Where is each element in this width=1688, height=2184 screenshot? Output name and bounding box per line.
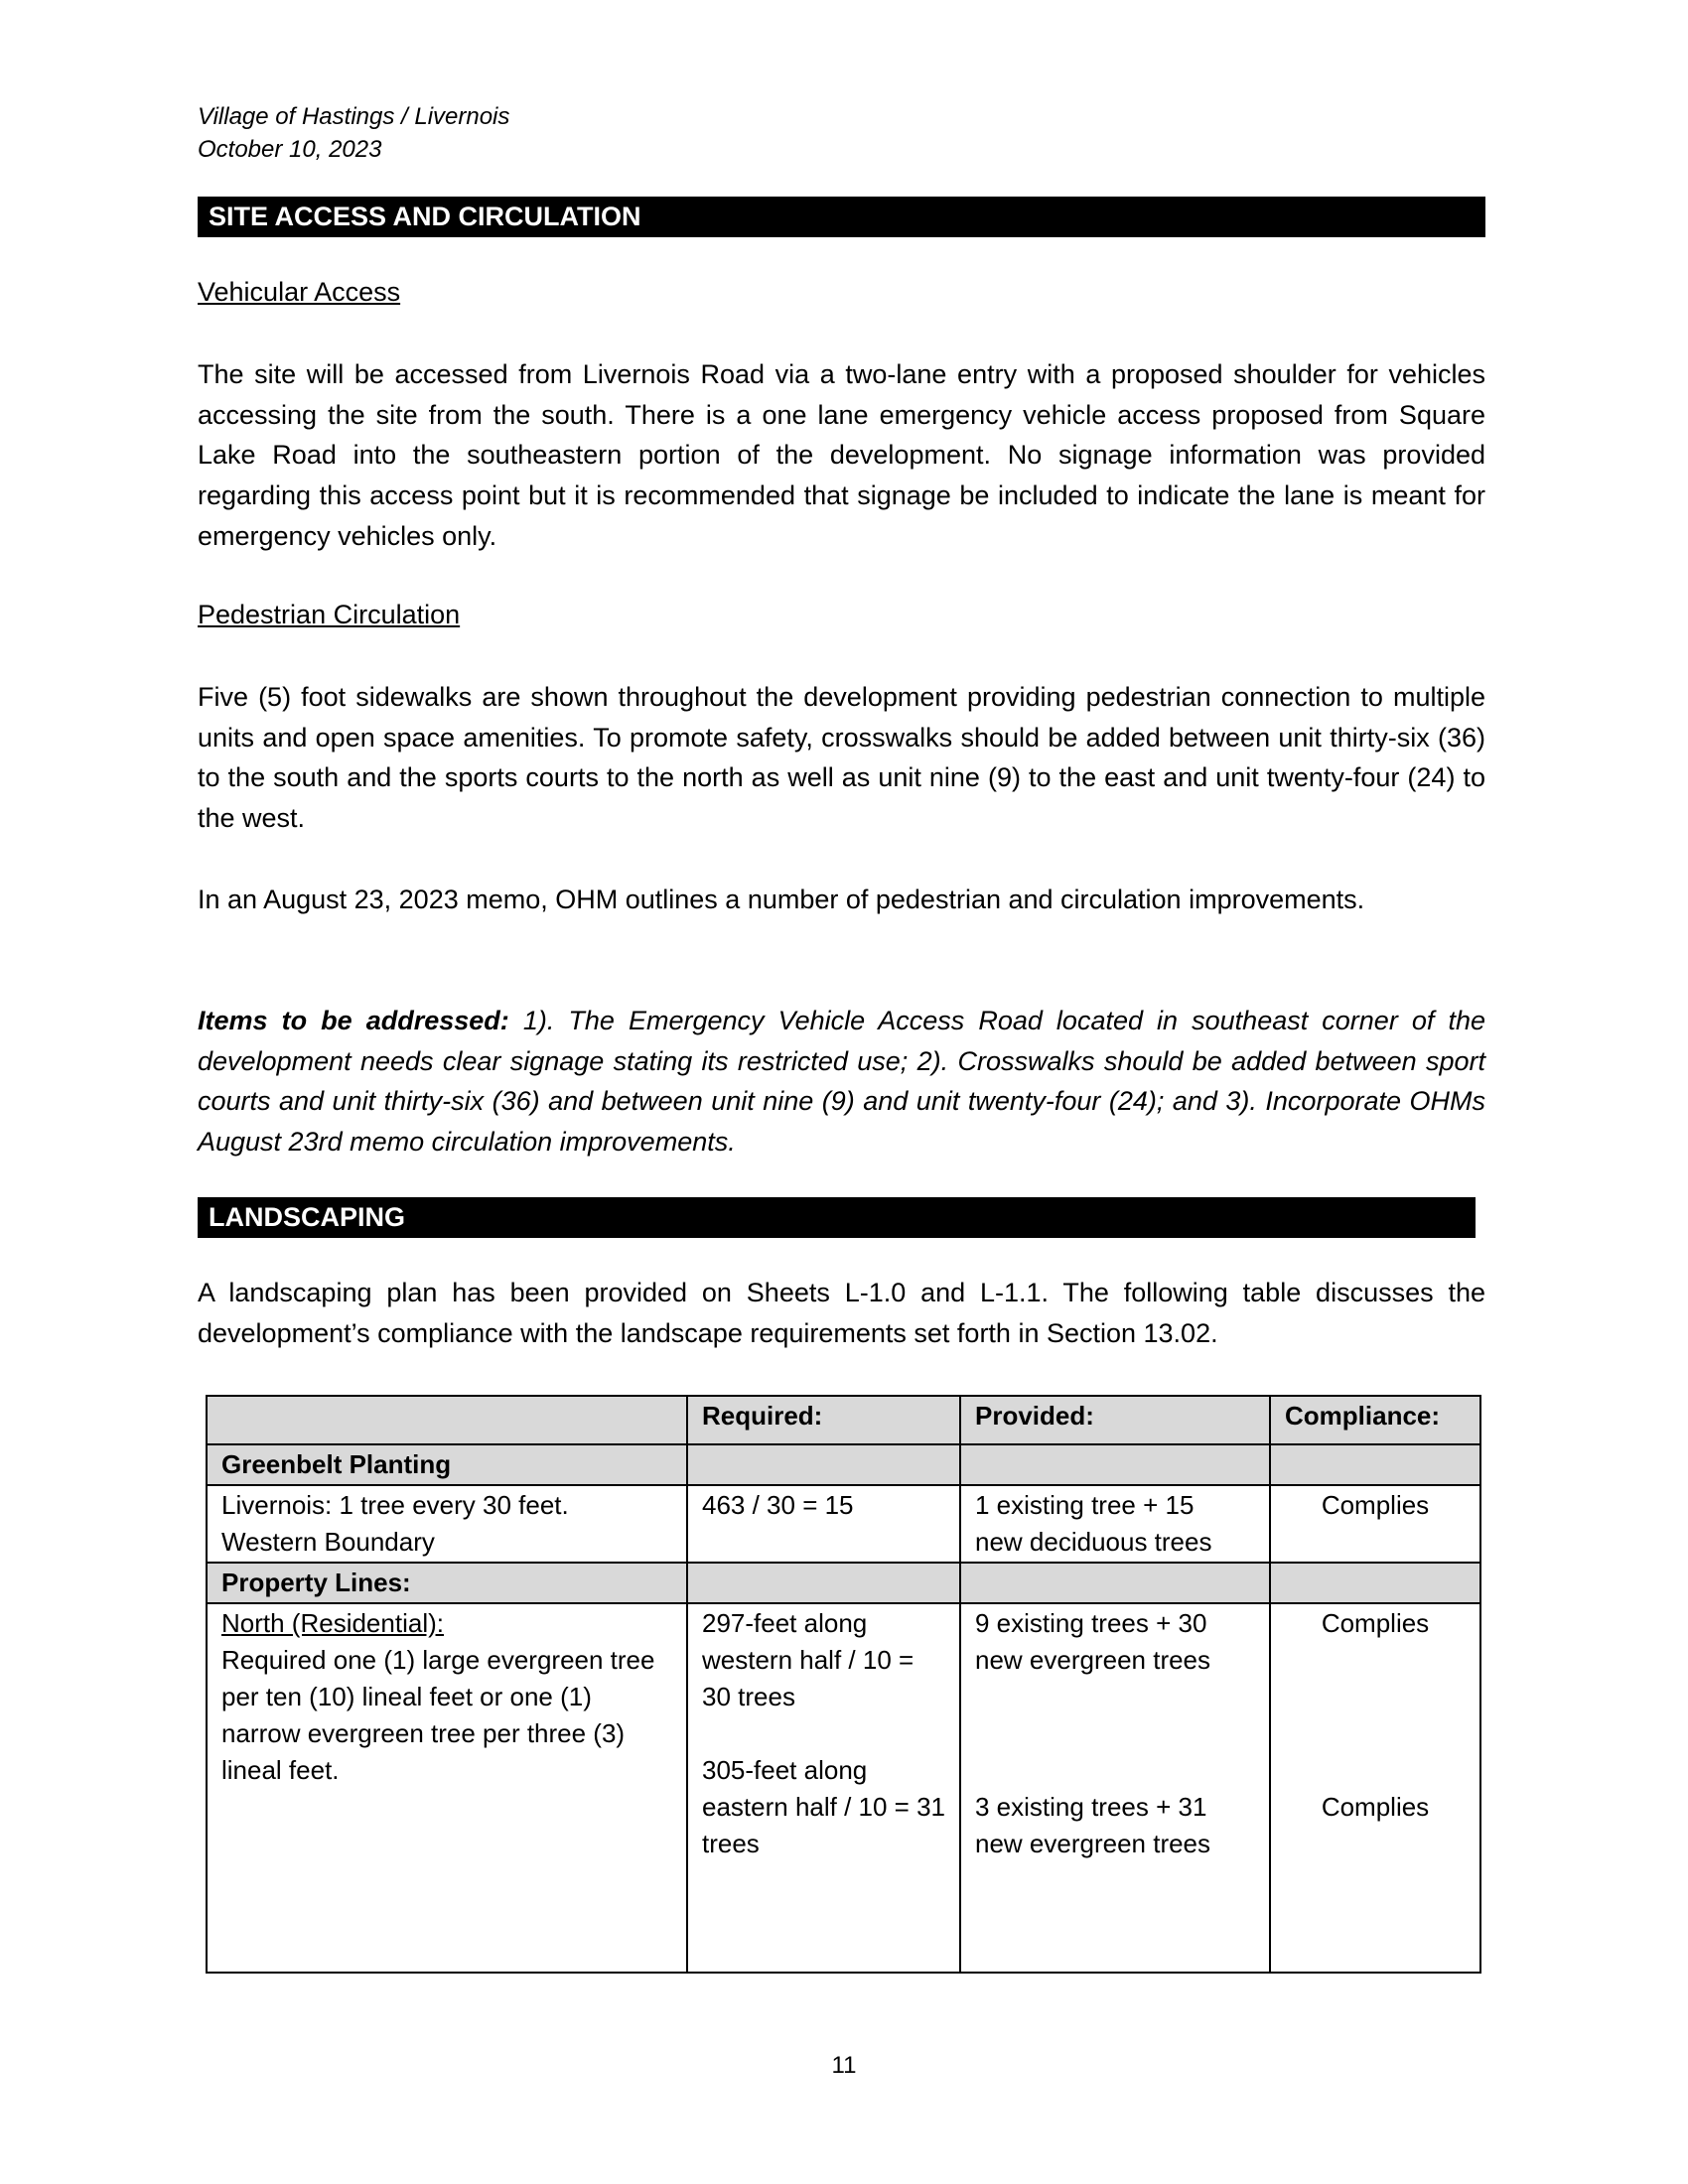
empty-cell: [1270, 1563, 1480, 1603]
table-row-greenbelt: [207, 1485, 1480, 1563]
east-required: 305-feet along eastern half / 10 = 31 trees: [702, 1755, 946, 1858]
header-cell-blank: [207, 1396, 687, 1444]
page-number: 11: [831, 2052, 857, 2079]
greenbelt-item: [207, 1485, 687, 1563]
section-heading-site-access: SITE ACCESS AND CIRCULATION: [198, 197, 1485, 237]
empty-cell: [960, 1444, 1270, 1485]
greenbelt-provided: [960, 1485, 1270, 1563]
header-project: Village of Hastings / Livernois: [198, 103, 510, 130]
greenbelt-item-line2: Western Boundary: [221, 1527, 435, 1557]
table-row-property-label: [207, 1563, 1480, 1603]
header-cell-required: Required:: [687, 1396, 960, 1444]
items-text: 1). The Emergency Vehicle Access Road located in southeast corner of the development needs clear signage stating its restricted use; 2). Crosswalks should be added between sport courts and unit thirty-six (36) and between unit nine (9) and unit twenty-four (24); and 3). Incorporate OHMs August 23rd memo circulation improvements.: [198, 1006, 1485, 1158]
north-required: [687, 1603, 960, 1973]
north-residential-heading: North (Residential):: [221, 1608, 444, 1638]
east-provided: 3 existing trees + 31 new evergreen trees: [975, 1792, 1211, 1858]
table-row-north-residential: [207, 1603, 1480, 1973]
paragraph-ohm-memo: In an August 23, 2023 memo, OHM outlines a number of pedestrian and circulation improvements.: [198, 885, 1365, 914]
empty-cell: [960, 1563, 1270, 1603]
west-required: 297-feet along western half / 10 = 30 trees: [702, 1608, 914, 1711]
empty-cell: [1270, 1444, 1480, 1485]
north-provided: [960, 1603, 1270, 1973]
greenbelt-compliance: Complies: [1270, 1485, 1480, 1563]
greenbelt-provided-line2: new deciduous trees: [975, 1527, 1212, 1557]
greenbelt-provided-line1: 1 existing tree + 15: [975, 1490, 1195, 1520]
header-date: October 10, 2023: [198, 136, 382, 163]
paragraph-landscaping-intro: A landscaping plan has been provided on Sheets L-1.0 and L-1.1. The following table discusses the development’s compliance with the landscape requirements set forth in Section 13.02.: [198, 1278, 1485, 1348]
property-lines-label: Property Lines:: [207, 1563, 687, 1603]
section-heading-landscaping: LANDSCAPING: [198, 1197, 1476, 1238]
empty-cell: [687, 1444, 960, 1485]
subheading-pedestrian-circulation: Pedestrian Circulation: [198, 600, 461, 629]
paragraph-pedestrian-circulation: Five (5) foot sidewalks are shown throughout the development providing pedestrian connection to multiple units and open space amenities. To promote safety, crosswalks should be added between unit thirty-six (36) to the south and the sports courts to the north as well as unit nine (9) to the east and unit twenty-four (24) to the west.: [198, 682, 1485, 834]
north-residential-item: [207, 1603, 687, 1973]
paragraph-items-to-address: [198, 1001, 1485, 1162]
paragraph-vehicular-access: The site will be accessed from Livernois Road via a two-lane entry with a proposed shoulder for vehicles accessing the site from the south. There is a one lane emergency vehicle access proposed from Square Lake Road into the southeastern portion of the development. No signage information was provided regarding this access point but it is recommended that signage be included to indicate the lane is meant for emergency vehicles only.: [198, 359, 1485, 551]
header-cell-compliance: Compliance:: [1270, 1396, 1480, 1444]
west-provided: 9 existing trees + 30 new evergreen trees: [975, 1608, 1211, 1675]
empty-cell: [687, 1563, 960, 1603]
north-residential-text: Required one (1) large evergreen tree per ten (10) lineal feet or one (1) narrow evergreen tree per three (3) lineal feet.: [221, 1645, 655, 1785]
table-row-greenbelt-label: [207, 1444, 1480, 1485]
east-compliance: Complies: [1321, 1792, 1430, 1822]
greenbelt-item-line1: Livernois: 1 tree every 30 feet.: [221, 1490, 569, 1520]
north-compliance: [1270, 1603, 1480, 1973]
west-compliance: Complies: [1321, 1608, 1430, 1638]
greenbelt-required: 463 / 30 = 15: [687, 1485, 960, 1563]
subheading-vehicular-access: Vehicular Access: [198, 277, 401, 307]
table-header-row: [207, 1396, 1480, 1444]
running-header: [198, 100, 509, 166]
header-cell-provided: Provided:: [960, 1396, 1270, 1444]
items-label: Items to be addressed:: [198, 1006, 509, 1035]
landscape-compliance-table: [206, 1395, 1481, 1974]
greenbelt-label: Greenbelt Planting: [207, 1444, 687, 1485]
